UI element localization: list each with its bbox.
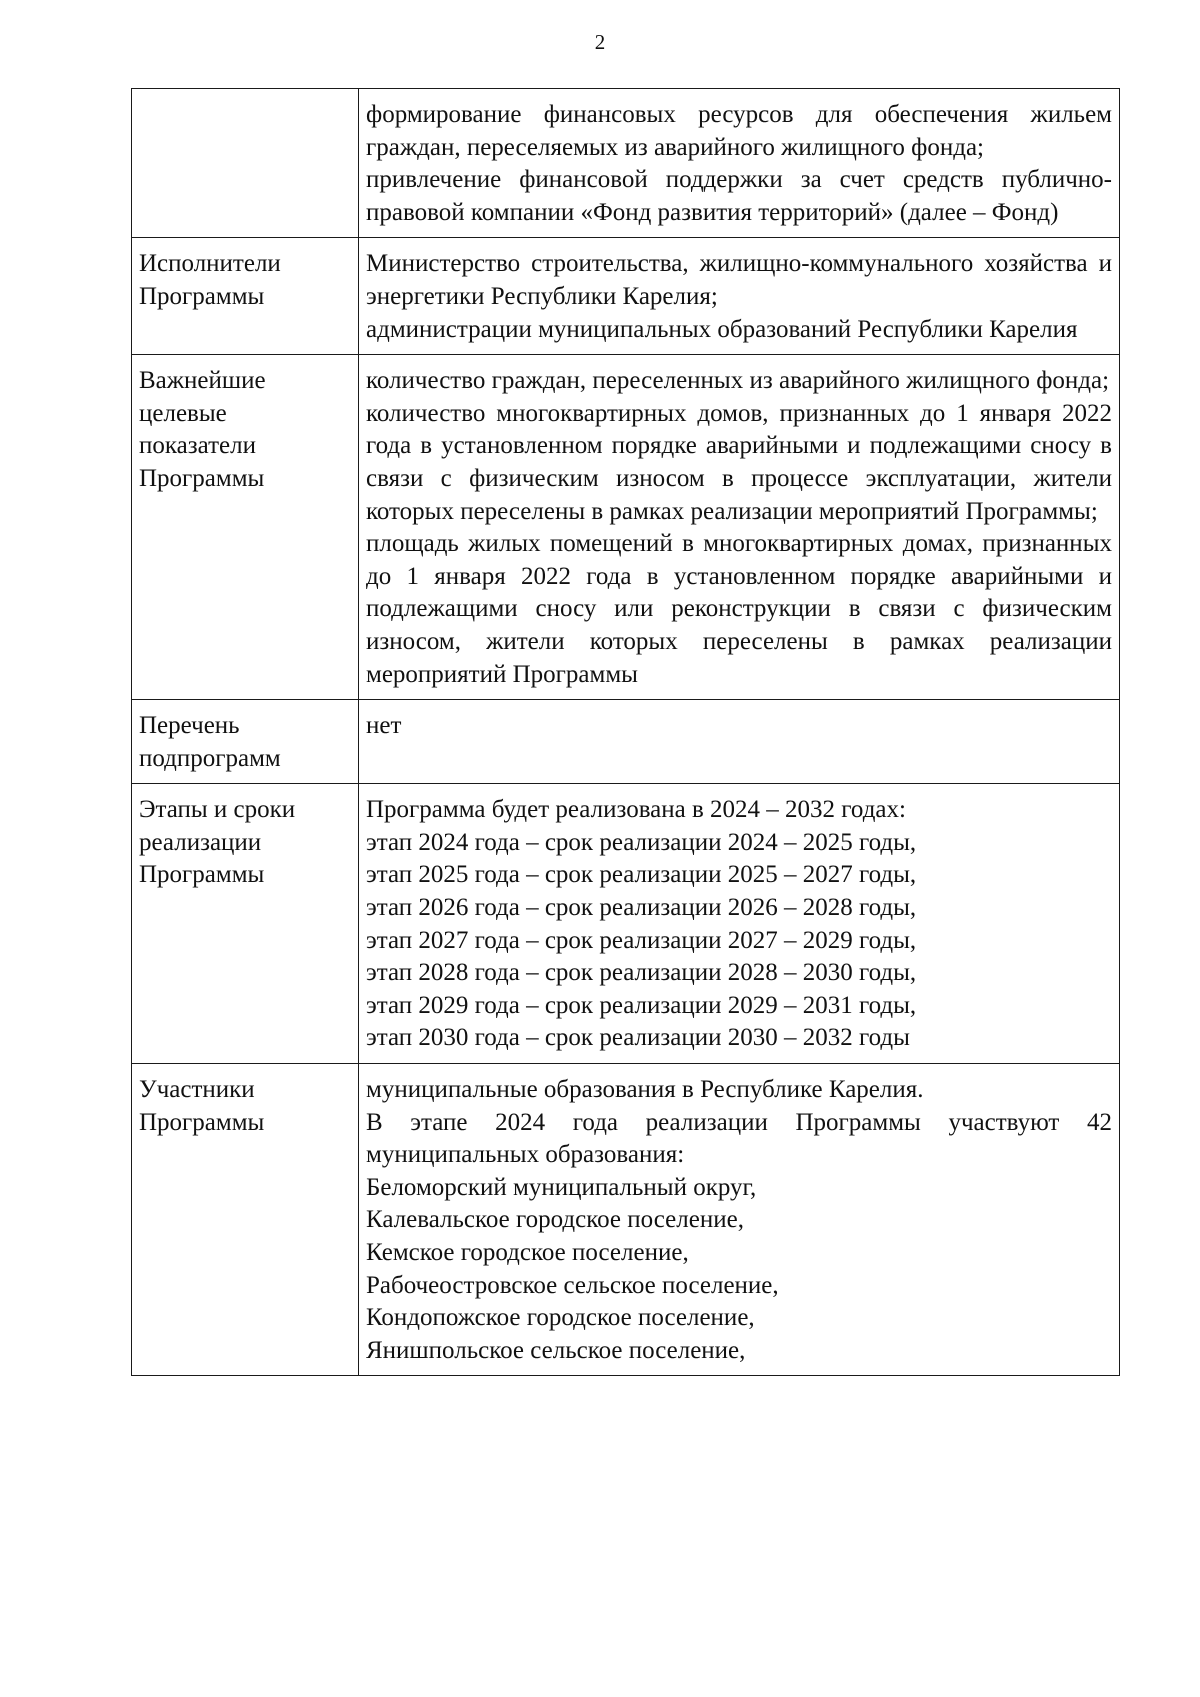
table-row: [132, 238, 1120, 355]
content-paragraph: Министерство строительства, жилищно-коммунального хозяйства и энергетики Республики Карелия;: [366, 250, 1112, 310]
row-label-line: Программы: [139, 282, 265, 310]
content-paragraph: муниципальные образования в Республике Карелия.: [366, 1076, 924, 1104]
row-label-cell: [132, 1064, 359, 1376]
row-label-cell: [132, 700, 359, 784]
row-label-line: Программы: [139, 861, 265, 889]
passport-table-body: [132, 89, 1120, 1376]
row-label-line: Важнейшие: [139, 367, 266, 395]
row-content-cell: [359, 238, 1120, 355]
content-paragraph: привлечение финансовой поддержки за счет средств публично-правовой компании «Фонд развития территорий» (далее – Фонд): [366, 166, 1112, 226]
content-paragraph: нет: [366, 712, 402, 740]
content-paragraph: этап 2026 года – срок реализации 2026 – 2028 годы,: [366, 894, 917, 922]
row-label-cell: [132, 355, 359, 700]
content-paragraph: Калевальское городское поселение,: [366, 1206, 744, 1234]
content-paragraph: формирование финансовых ресурсов для обеспечения жильем граждан, переселяемых из аварийного жилищного фонда;: [366, 101, 1112, 161]
content-paragraph: Программа будет реализована в 2024 – 2032 годах:: [366, 796, 906, 824]
row-label-line: Исполнители: [139, 250, 281, 278]
row-label-line: показатели: [139, 432, 256, 460]
row-content-cell: [359, 784, 1120, 1064]
content-paragraph: этап 2025 года – срок реализации 2025 – 2027 годы,: [366, 861, 917, 889]
row-content-cell: [359, 1064, 1120, 1376]
row-content-cell: [359, 89, 1120, 238]
content-paragraph: этап 2028 года – срок реализации 2028 – 2030 годы,: [366, 959, 917, 987]
content-paragraph: Кемское городское поселение,: [366, 1239, 689, 1266]
content-paragraph: Беломорский муниципальный округ,: [366, 1173, 757, 1201]
content-paragraph: В этапе 2024 года реализации Программы участвуют 42 муниципальных образования:: [366, 1108, 1112, 1169]
program-passport-table: [131, 88, 1120, 1376]
table-row: [132, 1064, 1120, 1376]
table-row: [132, 700, 1120, 784]
table-row: [132, 355, 1120, 700]
content-paragraph: количество граждан, переселенных из аварийного жилищного фонда;: [366, 367, 1110, 395]
row-label-line: Программы: [139, 1108, 265, 1136]
row-label-line: целевые: [139, 399, 227, 427]
row-content-cell: [359, 355, 1120, 700]
row-label-line: Перечень: [139, 712, 240, 740]
row-label-line: Программы: [139, 464, 265, 492]
row-label-line: Участники: [139, 1076, 255, 1104]
row-label-line: подпрограмм: [139, 744, 281, 772]
table-row: [132, 784, 1120, 1064]
row-label-cell: [132, 784, 359, 1064]
row-label-cell: [132, 89, 359, 238]
table-row: [132, 89, 1120, 238]
row-label-line: реализации: [139, 828, 262, 856]
content-paragraph: этап 2027 года – срок реализации 2027 – 2029 годы,: [366, 926, 917, 954]
row-label-cell: [132, 238, 359, 355]
content-paragraph: этап 2029 года – срок реализации 2029 – 2031 годы,: [366, 991, 917, 1019]
content-paragraph: Янишпольское сельское поселение,: [366, 1336, 746, 1364]
row-content-cell: [359, 700, 1120, 784]
content-paragraph: площадь жилых помещений в многоквартирных домах, признанных до 1 января 2022 года в установленном порядке аварийными и подлежащими сносу или реконструкции в связи с физическим износом, жители которых переселены в рамках реализации мероприятий Программы: [366, 530, 1112, 688]
page-number: 2: [594, 30, 606, 54]
content-paragraph: количество многоквартирных домов, признанных до 1 января 2022 года в установленном порядке аварийными и подлежащими сносу в связи с физическим износом в процессе эксплуатации, жители которых переселены в рамках реализации мероприятий Программы;: [366, 399, 1112, 525]
content-paragraph: этап 2030 года – срок реализации 2030 – 2032 годы: [366, 1024, 910, 1052]
content-paragraph: этап 2024 года – срок реализации 2024 – 2025 годы,: [366, 828, 917, 856]
content-paragraph: администрации муниципальных образований Республики Карелия: [366, 315, 1078, 343]
content-paragraph: Рабочеостровское сельское поселение,: [366, 1271, 779, 1299]
row-label-line: Этапы и сроки: [139, 796, 296, 824]
content-paragraph: Кондопожское городское поселение,: [366, 1304, 755, 1332]
